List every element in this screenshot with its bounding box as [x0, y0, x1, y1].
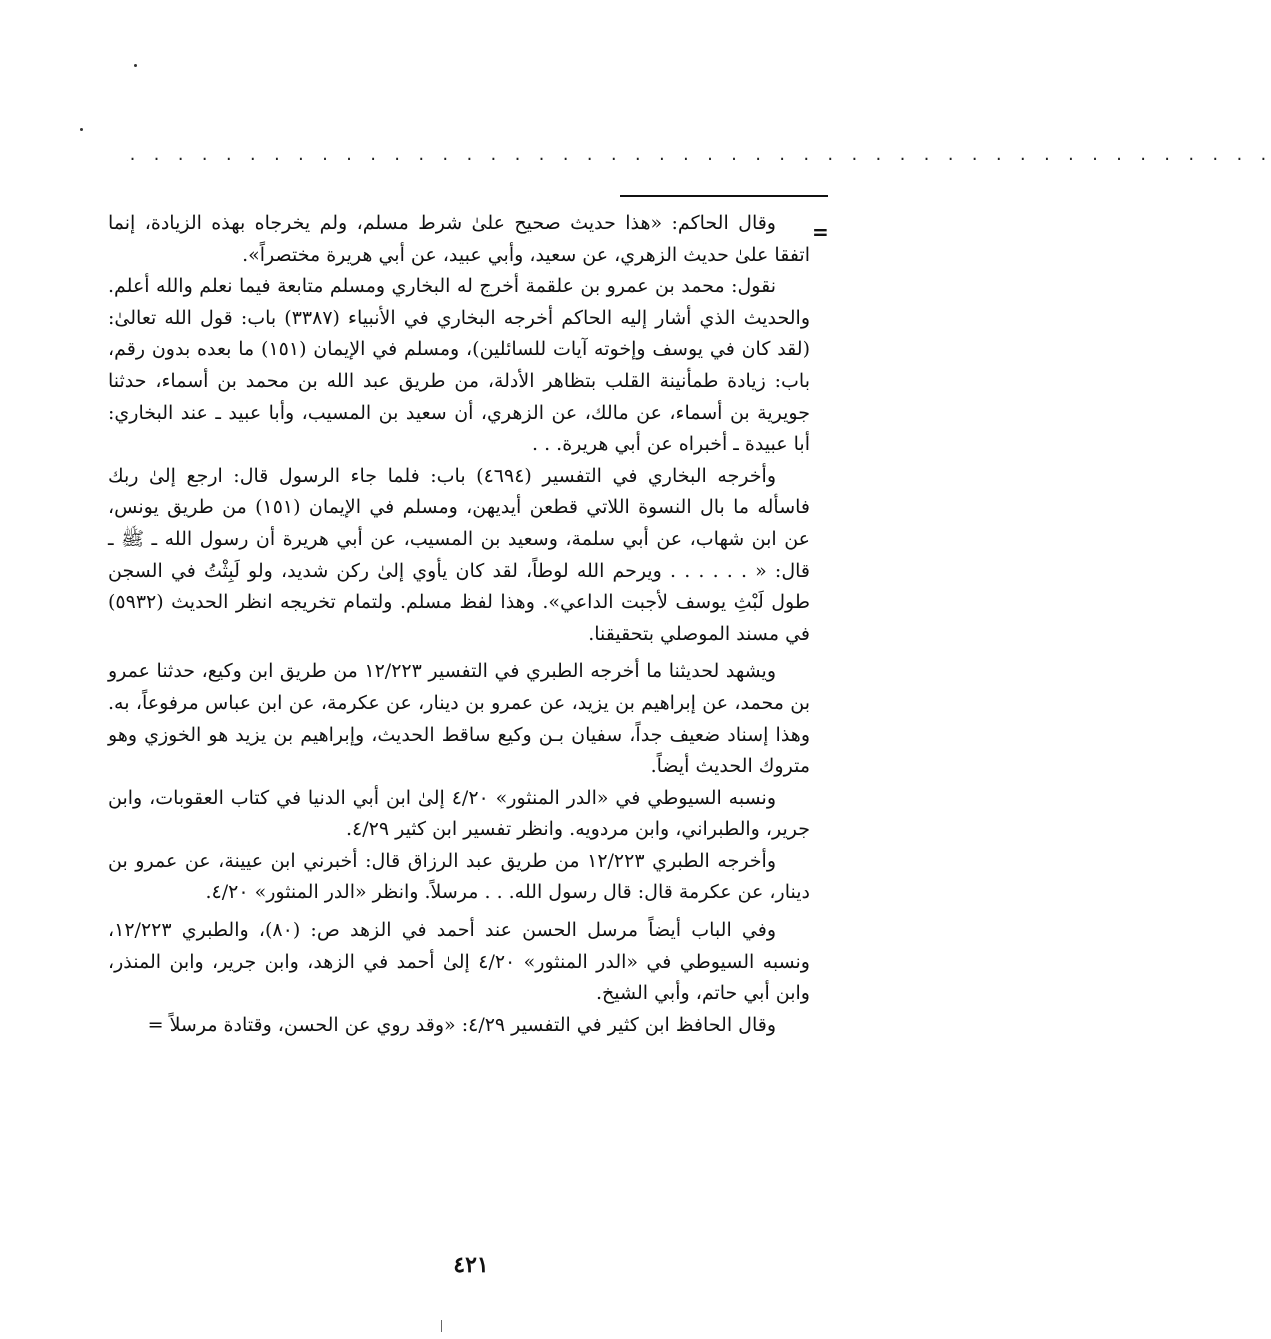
paragraph-bukhari-tafsir: وأخرجه البخاري في التفسير (٤٦٩٤) باب: فلما جاء الرسول قال: ارجع إلىٰ ربك فاسأله ما بال النسوة اللاتي قطعن أيديهن، ومسلم في الإيمان (١٥١) من طريق يونس، عن ابن شهاب، عن أبي سلمة، وسعيد بن المسيب، عن أبي هريرة أن رسول الله ـ ﷺ ـ قال: « . . . . . . ويرحم الله لوطاً، لقد كان يأوي إلىٰ ركن شديد، ولو لَبِثْتُ في السجن طول لَبْثِ يوسف لأجبت الداعي». وهذا لفظ مسلم. ولتمام تخريجه انظر الحديث (٥٩٣٢) في مسند الموصلي بتحقيقنا. [108, 464, 810, 645]
paragraph-fil-bab: وفي الباب أيضاً مرسل الحسن عند أحمد في الزهد ص: (٨٠)، والطبري ١٢/٢٢٣، ونسبه السيوطي في «الدر المنثور» ٤/٢٠ إلىٰ أحمد في الزهد، وابن جرير، وابن المنذر، وابن أبي حاتم، وأبي الشيخ. [108, 919, 810, 1005]
paragraph-suyuti: ونسبه السيوطي في «الدر المنثور» ٤/٢٠ إلىٰ ابن أبي الدنيا في كتاب العقوبات، وابن جرير، والطبراني، وابن مردويه. وانظر تفسير ابن كثير ٤/٢٩. [108, 786, 810, 841]
footnote-text [108, 208, 810, 1041]
scan-mark [441, 1320, 442, 1332]
scan-speck [80, 128, 83, 131]
paragraph-shahid: ويشهد لحديثنا ما أخرجه الطبري في التفسير ١٢/٢٢٣ من طريق ابن وكيع، حدثنا عمرو بن محمد، عن إبراهيم بن يزيد، عن عمرو بن دينار، عن عكرمة، عن ابن عباس مرفوعاً، به. وهذا إسناد ضعيف جداً، سفيان بـن وكيع ساقط الحديث، وإبراهيم بن يزيد هو الخوزي وهو متروك الحديث أيضاً. [108, 660, 810, 778]
paragraph-tabari: وأخرجه الطبري ١٢/٢٢٣ من طريق عبد الرزاق قال: أخبرني ابن عيينة، عن عمرو بن دينار، عن عكرمة قال: قال رسول الله. . . مرسلاً. وانظر «الدر المنثور» ٤/٢٠. [108, 849, 810, 904]
page-number: ٤٢١ [453, 1252, 489, 1278]
paragraph-hakim: وقال الحاكم: «هذا حديث صحيح علىٰ شرط مسلم، ولم يخرجاه بهذه الزيادة، إنما اتفقا علىٰ حديث الزهري، عن سعيد، وأبي عبيد، عن أبي هريرة مختصراً». [108, 212, 810, 266]
paragraph-naqul: نقول: محمد بن عمرو بن علقمة أخرج له البخاري ومسلم متابعة فيما نعلم والله أعلم. والحديث الذي أشار إليه الحاكم أخرجه البخاري في الأنبياء (٣٣٨٧) باب: قول الله تعالىٰ: (لقد كان في يوسف وإخوته آيات للسائلين)، ومسلم في الإيمان (١٥١) ما بعده بدون رقم، باب: زيادة طمأنينة القلب بتظاهر الأدلة، من طريق عبد الله بن محمد بن أسماء، حدثنا جويرية بن أسماء، عن مالك، عن الزهري، أن سعيد بن المسيب، وأبا عبيد ـ عند البخاري: أبا عبيدة ـ أخبراه عن أبي هريرة. . . [108, 275, 810, 456]
continuation-mark: = [812, 220, 829, 244]
top-dotted-separator: . . . . . . . . . . . . . . . . . . . . . . . . . . . . . . . . . . . . . . . . . . . . . . . . [128, 146, 1271, 164]
scan-speck [134, 64, 137, 67]
footnote-rule [620, 195, 828, 197]
paragraph-ibn-kathir: وقال الحافظ ابن كثير في التفسير ٤/٢٩: «وقد روي عن الحسن، وقتادة مرسلاً = [147, 1013, 776, 1036]
